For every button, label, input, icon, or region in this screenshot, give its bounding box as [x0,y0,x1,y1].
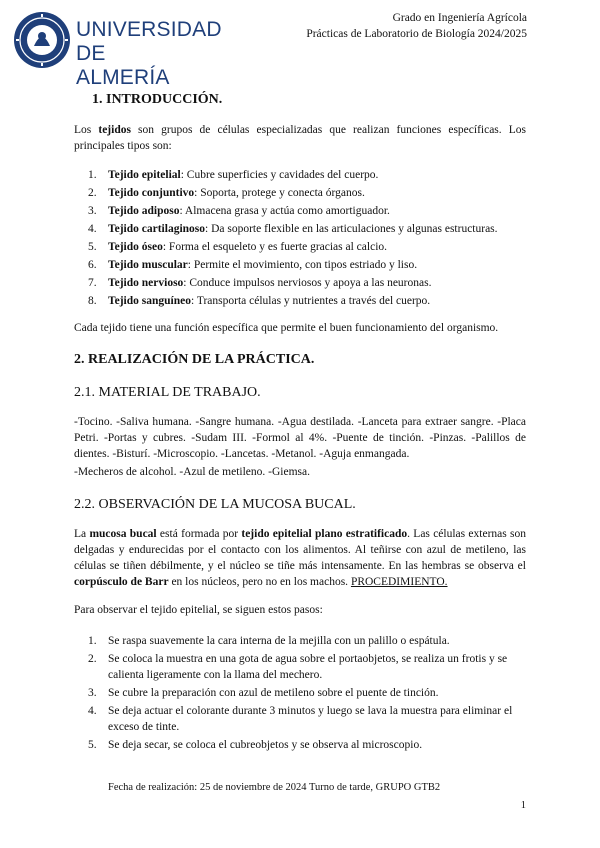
list-item: 5. Se deja secar, se coloca el cubreobjetos y se observa al microscopio. [88,739,423,751]
university-seal-icon [12,10,72,70]
mucosa-heading: 2.2. OBSERVACIÓN DE LA MUCOSA BUCAL. [74,497,356,512]
steps-intro: Para observar el tejido epitelial, se siguen estos pasos: [74,604,323,616]
university-logo [10,8,222,89]
procedure-steps [88,633,528,753]
material-list-2: -Mecheros de alcohol. -Azul de metileno. -Giemsa. [74,466,310,478]
material-heading: 2.1. MATERIAL DE TRABAJO. [74,385,261,400]
list-item: 1. Tejido epitelial: Cubre superficies y cavidades del cuerpo. [88,169,379,181]
intro-heading: 1. INTRODUCCIÓN. [92,92,223,107]
header-degree: Grado en Ingeniería Agrícola [392,12,527,24]
list-item: 5. Tejido óseo: Forma el esqueleto y es fuerte gracias al calcio. [88,241,388,253]
list-item: 7. Tejido nervioso: Conduce impulsos nerviosos y apoya a las neuronas. [88,277,432,289]
list-item: 4. Se deja actuar el colorante durante 3 minutos y luego se lava la muestra para eliminar el exceso de tinte. [88,705,513,733]
logo-line-2: DE ALMERÍA [76,42,170,89]
mucosa-paragraph: La mucosa bucal está formada por tejido epitelial plano estratificado. Las células externas son delgadas y endurecidas por el contacto con los alimentos. Al teñirse con azul de metileno, las células se tiñen débilmente, y el núcleo se tiñe más intensamente. En las hembras se observa el corpúsculo de Barr en los núcleos, pero no en los machos. PROCEDIMIENTO. [74,528,527,588]
list-item: 8. Tejido sanguíneo: Transporta células y nutrientes a través del cuerpo. [88,295,431,307]
list-item: 2. Tejido conjuntivo: Soporta, protege y conecta órganos. [88,187,365,199]
list-item: 4. Tejido cartilaginoso: Da soporte flexible en las articulaciones y algunas estructuras. [88,223,498,235]
tissue-list [88,167,528,309]
list-item: 6. Tejido muscular: Permite el movimiento, con tipos estriado y liso. [88,259,418,271]
list-item: 1. Se raspa suavemente la cara interna de la mejilla con un palillo o espátula. [88,635,450,647]
intro-paragraph: Los tejidos son grupos de células especializadas que realizan funciones específicas. Los principales tipos son: [74,124,526,152]
list-item: 3. Se cubre la preparación con azul de metileno sobre el puente de tinción. [88,687,439,699]
material-list: -Tocino. -Saliva humana. -Sangre humana. -Agua destilada. -Lanceta para extraer sangre. -Placa Petri. -Portas y cubres. -Sudam III. -Formol al 4%. -Puente de tinción. -Pinzas. -Palillos de dientes. -Bisturí. -Microscopio. -Lancetas. -Metanol. -Aguja enmangada. [74,416,526,460]
procedure-link: PROCEDIMIENTO. [350,576,448,588]
page-number: 1 [520,800,526,811]
list-item: 2. Se coloca la muestra en una gota de agua sobre el portaobjetos, se realiza un frotis y se calienta ligeramente con la llama del mechero. [88,653,508,681]
footer-date: Fecha de realización: 25 de noviembre de 2024 Turno de tarde, GRUPO GTB2 [108,782,441,793]
intro-closing: Cada tejido tiene una función específica que permite el buen funcionamiento del organismo. [74,322,499,334]
header-course: Prácticas de Laboratorio de Biología 2024/2025 [306,28,527,40]
logo-line-1: UNIVERSIDAD [76,18,222,41]
list-item: 3. Tejido adiposo: Almacena grasa y actúa como amortiguador. [88,205,390,217]
practice-heading: 2. REALIZACIÓN DE LA PRÁCTICA. [74,352,315,367]
